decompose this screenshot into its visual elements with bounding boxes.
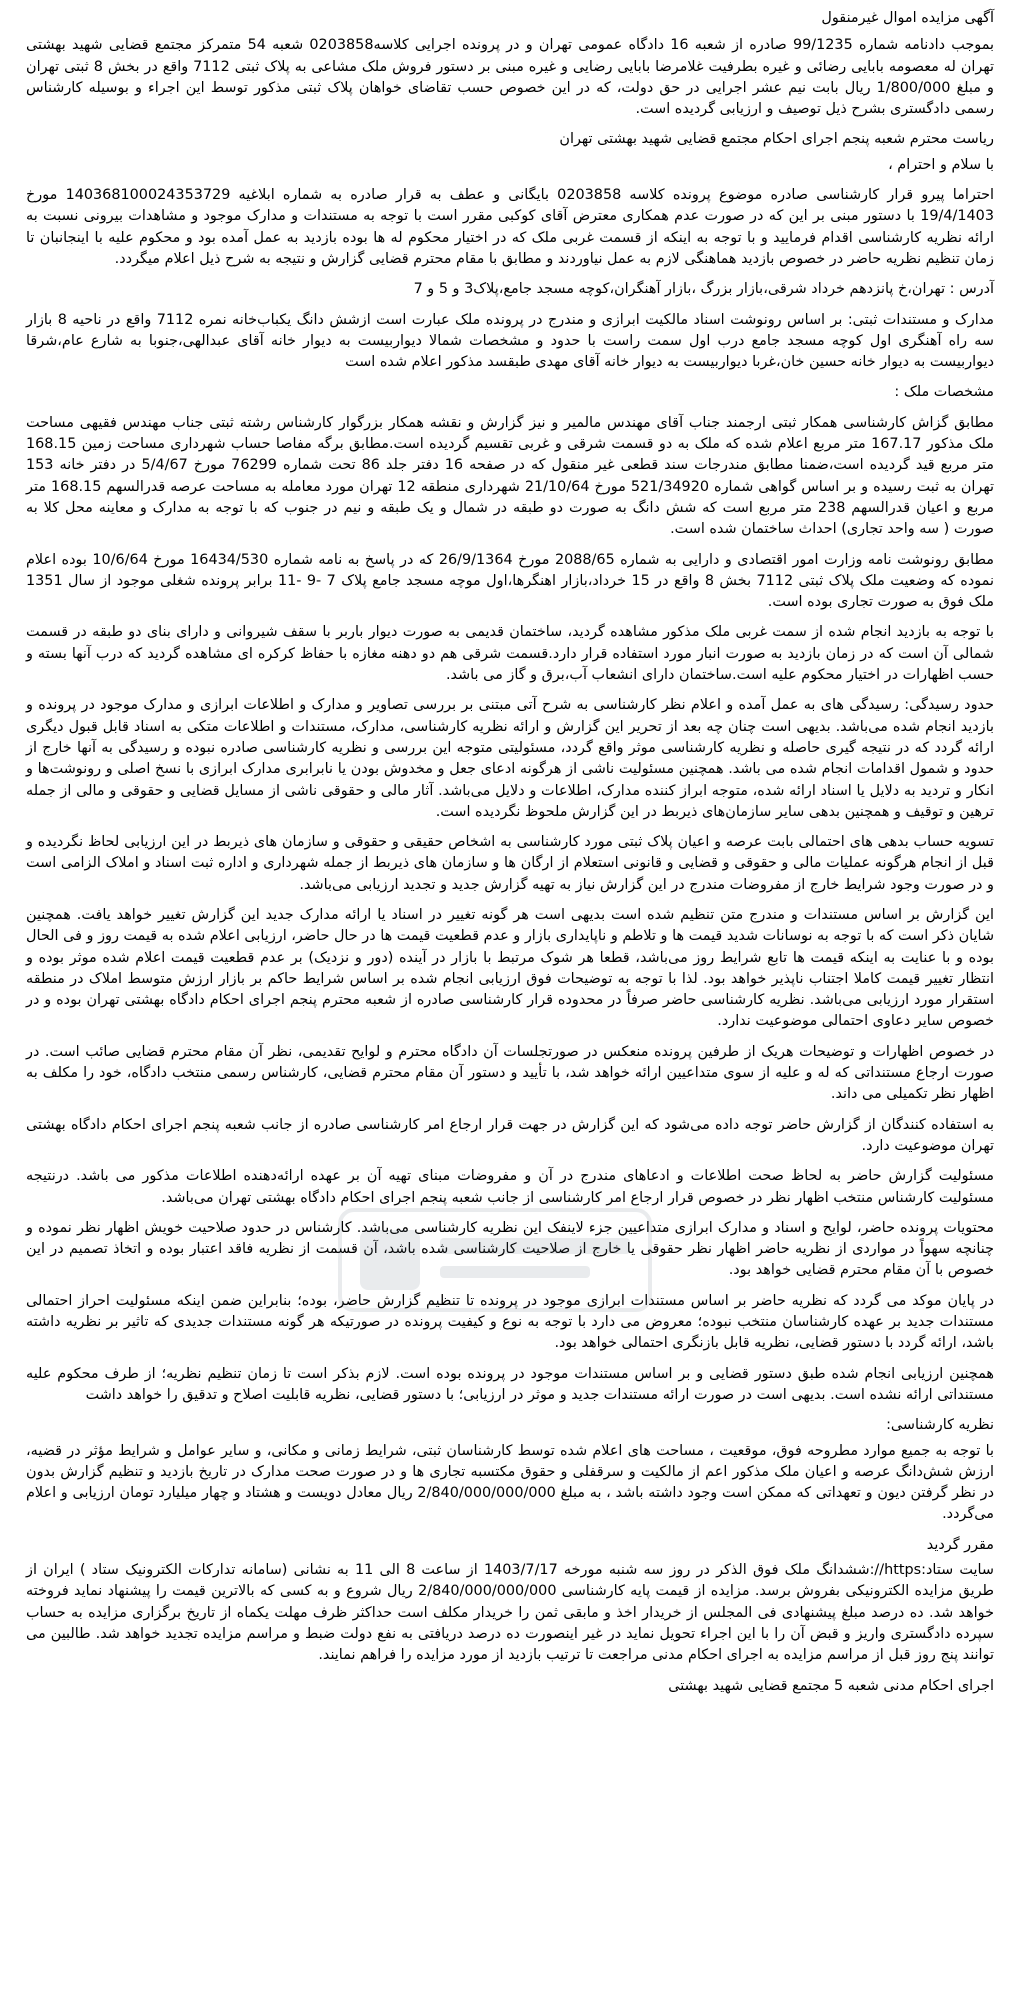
paragraph-case-contents: محتویات پرونده حاضر، لوایح و اسناد و مدارک ابرازی متداعیین جزء لاینفک این نظریه کارشناسی می‌باشد. کارشناس در حدود صلاحیت خویش اظهار نظر نموده و چنانچه سهواً در مواردی از نظریه حاضر اظهار نظر حقوقی یا خارج از صلاحیت کارشناسی شده باشد، آن قسمت از نظریه فاقد اعتبار بوده و اتخاذ تصمیم در این خصوص با آن مقام محترم قضایی خواهد بود.	[26, 1219, 994, 1279]
paragraph-price-volatility: این گزارش بر اساس مستندات و مندرج متن تنظیم شده است بدیهی است هر گونه تغییر در اسناد یا ارائه مدارک جدید این گزارش تغییر خواهد یافت. همچنین شایان ذکر است که با توجه به نوسانات شدید قیمت ها و تلاطم و ناپایداری بازار و عدم قطعیت قیمت ها در حال حاضر، ارزیابی اعلام شده به قیمت روز و فی الحال بوده و با عنایت به اینکه قیمت ها تابع شرایط روز می‌باشد، قطعا هر شوک مرتبط با بازار در آینده (دور و نزدیک) بر عدم قطعیت قیمت اعلام شده موثر بوده و انتظار تغییر قیمت کاملا اجتناب ناپذیر خواهد بود. لذا با توجه به توضیحات فوق ارزیابی انجام شده بر اساس شرایط حاکم بر بازار ارزش متوسط املاک در منطقه استقرار مورد ارزیابی می‌باشد. نظریه کارشناسی حاضر صرفاً در محدوده قرار کارشناسی صادره از شعبه محترم پنجم اجرای احکام دادگاه بهشتی تهران بوده و در خصوص سایر دعاوی احتمالی موضوعیت ندارد.	[26, 906, 994, 1030]
decision-heading: مقرر گردید	[926, 1536, 994, 1553]
notice-title: آگهی مزایده اموال غیرمنقول	[821, 10, 994, 26]
paragraph-party-statements: در خصوص اظهارات و توضیحات هریک از طرفین پرونده منعکس در صورتجلسات آن دادگاه محترم و لوایح تقدیمی، نظر آن مقام محترم قضایی صائب است. در صورت ارجاع مستنداتی که له و علیه از سوی متداعیین ارائه خواهد شد، با تأیید و دستور آن مقام محترم قضایی، کارشناس رسمی منتخب دادگاه، خود را مکلف به اظهار نظر تکمیلی می داند.	[26, 1043, 994, 1103]
paragraph-report-users: به استفاده کنندگان از گزارش حاضر توجه داده می‌شود که این گزارش در جهت قرار ارجاع امر کارشناسی صادره از جانب شعبه پنجم اجرای احکام دادگاه بهشتی تهران موضوعیت دارد.	[26, 1116, 994, 1154]
expert-opinion-heading: نظریه کارشناسی:	[886, 1417, 994, 1434]
notice-intro: بموجب دادنامه شماره 99/1235 صادره از شعبه 16 دادگاه عمومی تهران و در پرونده اجرایی کلاسه0203858 شعبه 54 متمرکز مجتمع قضایی شهید بهشتی تهران له معصومه بابایی رضائی و غیره بطرفیت غلامرضا بابایی رضایی و غیره مبنی بر دستور فروش ملک مشاعی به پلاک ثبتی 7112 واقع در بخش 8 ثبتی تهران و مبلغ 1/800/000 ریال بابت نیم عشر اجرایی در حق دولت، که در این خصوص حسب تقاضای خواهان پلاک ثبتی مذکور توسط این اجراء و بوسیله کارشناس رسمی دادگستری بشرح ذیل توصیف و ارزیابی گردیده است.	[26, 37, 995, 118]
paragraph-area-report: مطابق گزاش کارشناسی همکار ثبتی ارجمند جناب آقای مهندس مالمیر و نیز گزارش و نقشه همکار بزرگوار کارشناس رشته ثبتی جناب مهندس فقیهی مساحت ملک مذکور 167.17 متر مربع اعلام شده که ملک به دو قسمت شرقی و غربی تقسیم گردیده است.مطابق برگه مفاصا حساب شهرداری مساحت زمین 168.15 متر مربع قید گردیده است،ضمنا مطابق مندرجات سند قطعی غیر منقول که در صفحه 16 دفتر جلد 86 تحت شماره 76299 مورخ 5/4/67 در دفتر خانه 153 تهران به ثبت رسیده و بر اساس گواهی شماره 521/34920 مورخ 21/10/64 شهرداری منطقه 12 تهران مورد معامله به مساحت عرصه قدرالسهم 168.15 متر مربع و اعیان قدرالسهم 238 متر مربع است که شش دانگ به صورت دو طبقه در شمال و یک طبقه و نیم در جنوب که با توجه به مدارک و معاینه محل کلا به صورت ( سه واحد تجاری) احداث ساختمان شده است.	[26, 414, 994, 538]
property-specs-heading: مشخصات ملک :	[894, 384, 994, 401]
paragraph-review-scope: حدود رسیدگی: رسیدگی های به عمل آمده و اعلام نظر کارشناسی به شرح آتی مبتنی بر بررسی تصاویر و مدارک و اطلاعات ابرازی و مدارک موجود در پرونده و بازدید انجام شده می‌باشد. بدیهی است چنان چه بعد از تحریر این گزارش و ارائه نظریه کارشناسی، مدارک، مستندات و اطلاعات متکی به اسناد قابل قبول دیگری ارائه گردد که در نتیجه گیری حاصله و نظریه کارشناسی موثر واقع گردد، مسئولیتی متوجه این بررسی و نظریه کارشناسی صادره نبوده و رسیدگی به آنها خارج از حدود و شمول اقدامات انجام شده می باشد. همچنین مسئولیت ناشی از هرگونه ادعای جعل و مخدوش بودن یا نابرابری مدارک ابرازی با نسخ اصلی و رونوشت‌ها و انکار و تردید به دلایل یا اسناد ارائه شده، متوجه ابراز کننده مدارک، اطلاعات و دلایل می‌باشد. آثار مالی و حقوقی ناشی از مسایل قضایی و حقوقی و مالی از جمله ترهین و توقیف و همچنین بدهی سایر سازمان‌های ذیربط در این گزارش ملحوظ نگردیده است.	[26, 697, 994, 820]
addressee-line: ریاست محترم شعبه پنجم اجرای احکام مجتمع قضایی شهید بهشتی تهران	[559, 131, 994, 148]
paragraph-registration-documents: مدارک و مستندات ثبتی: بر اساس رونوشت اسناد مالکیت ابرازی و مندرج در پرونده ملک عبارت است ازشش دانگ یکباب‌خانه نمره 7112 واقع در ناحیه 8 بازار سه راه آهنگری اول کوچه مسجد جامع درب اول سمت راست با حدود و مشخصات شمالا دیواربیست به دیوار خانه آقای عبدالهی،جنوبا به شارع عام،شرقا دیواربیست به دیوار خانه حسین خان،غربا دیواربیست به دیوار خانه آقای مهدی طبقسد مذکور اعلام شده است	[26, 311, 995, 371]
issuer-signature: اجرای احکام مدنی شعبه 5 مجتمع قضایی شهید بهشتی	[668, 1678, 994, 1695]
paragraph-debt-settlement: تسویه حساب بدهی های احتمالی بابت عرصه و اعیان پلاک ثبتی مورد کارشناسی به اشخاص حقیقی و حقوقی و سازمان های ذیربط در این ارزیابی لحاظ نگردیده و قبل از انجام هرگونه عملیات مالی و حقوقی و قضایی و قانونی استعلام از ارگان ها و سازمان های ذیربط از جمله شهرداری و اداره ثبت اسناد و املاک الزامی است و در صورت وجود شرایط خارج از مفروضات مندرج در این گزارش نیاز به تهیه گزارش جدید و تجدید ارزیابی می‌باشد.	[26, 834, 994, 893]
greeting-line: با سلام و احترام ،	[888, 156, 994, 173]
paragraph-ministry-letter: مطابق رونوشت نامه وزارت امور اقتصادی و دارایی به شماره 2088/65 مورخ 26/9/1364 که در پاسخ به نامه شماره 16434/530 مورخ 10/6/64 بوده اعلام نموده که وضعیت ملک پلاک ثبتی 7112 بخش 8 واقع در 15 خرداد،بازار اهنگرها،اول موچه مسجد جامع پلاک 7 -9 -11 برابر پرونده شغلی موجود از سال 1351 ملک فوق به صورت تجاری بوده است.	[26, 551, 995, 611]
paragraph-revision: در پایان موکد می گردد که نظریه حاضر بر اساس مستندات ابرازی موجود در پرونده تا تنظیم گزارش حاضر، بوده؛ بنابراین ضمن اینکه مسئولیت احراز احتمالی مستندات جدید بر عهده کارشناسان منتخب نبوده؛ معروض می دارد با توجه به نوع و کیفیت پرونده در صورتیکه هر گونه مستندات جدیدی که تاثیر بر نظریه داشته باشد، ارائه گردد با دستور قضایی، نظریه قابل بازنگری احتمالی خواهد بود.	[26, 1292, 994, 1352]
property-address: آدرس : تهران،خ پانزدهم خرداد شرقی،بازار بزرگ ،بازار آهنگران،کوچه مسجد جامع،پلاک3 و 5 و 7	[413, 281, 994, 298]
paragraph-site-visit: با توجه به بازدید انجام شده از سمت غربی ملک مذکور مشاهده گردید، ساختمان قدیمی به صورت دیوار باربر با سقف شیروانی و دارای بنای دو طبقه در قسمت شمالی آن است که در زمان بازدید به صورت انبار مورد استفاده قرار دارد.قسمت شرقی هم دو دهنه مغازه با حفاظ کرکره ای مشاهده گردید که درب آنها بسته و حسب اظهارات در اختیار محکوم علیه است.ساختمان دارای انشعاب آب،برق و گاز می باشد.	[26, 624, 994, 684]
paragraph-valuation: با توجه به جمیع موارد مطروحه فوق، موقعیت ، مساحت های اعلام شده توسط کارشناسان ثبتی، شرایط زمانی و مکانی، و سایر عوامل و شرایط مؤثر در قضیه، ارزش شش‌دانگ عرصه و اعیان ملک مذکور اعم از مالکیت و سرقفلی و حقوق مکتسبه تجاری ها و در صورت صحت مدارک در تاریخ بازدید و تنظیم گزارش بدون در نظر گرفتن دیون و تعهداتی که ممکن است وجود داشته باشد ، به مبلغ 2/840/000/000/000 ریال معادل دویست و هشتاد و چهار میلیارد تومان ارزیابی و اعلام می‌گردد.	[26, 1442, 995, 1523]
paragraph-evaluation-basis: همچنین ارزیابی انجام شده طبق دستور قضایی و بر اساس مستندات موجود در پرونده بوده است. لازم بذکر است تا زمان تنظیم نظریه؛ از طرف محکوم علیه مستنداتی ارائه نشده است. بدیهی است در صورت ارائه مستندات جدید و موثر در ارزیابی؛ با دستور قضایی، نظریه قابلیت اصلاح و تدقیق را خواهد داشت	[26, 1365, 994, 1403]
paragraph-expert-order: احتراما پیرو قرار کارشناسی صادره موضوع پرونده کلاسه 0203858 بایگانی و عطف به قرار صادره به شماره ابلاغیه 140368100024353729 مورخ 19/4/1403 با دستور مبنی بر این که در صورت عدم همکاری معترض آقای کوکبی مقرر است با توجه به مستندات و مدارک موجود و مشاهدات بیرونی نسبت به ارائه نظریه کارشناسی اقدام فرمایید و با توجه به اینکه از قسمت غربی ملک که در اختیار محکوم له ها بوده بازدید به عمل آمده بود و محکوم علیه با اینجانبان تا زمان تنظیم نظریه حاضر در خصوص بازدید هماهنگی لازم به عمل نیاوردند و مطابق با مقام محترم قضایی گزارش و نتیجه به شرح ذیل اعلام میگردد.	[26, 187, 994, 267]
paragraph-auction-terms: سایت ستاد:https//:ششدانگ ملک فوق الذکر در روز سه شنبه مورخه 1403/7/17 از ساعت 8 الی 11 به نشانی (سامانه تدارکات الکترونیک ستاد ) ایران از طریق مزایده الکترونیکی بفروش برسد. مزایده از قیمت پایه کارشناسی 2/840/000/000/000 ریال شروع و به کسی که بالاترین قیمت را پیشنهاد نماید فروخته خواهد شد. ده درصد مبلغ پیشنهادی فی المجلس از خریدار اخذ و مابقی ثمن را خریدار مکلف است حداکثر ظرف مهلت یکماه از تاریخ برگزاری مزایده به حساب سپرده دادگستری واریز و قبض آن را با این اجراء تحویل نماید در غیر اینصورت ده درصد دریافتی به نفع دولت ضبط و مراسم مزایده تجدید خواهد شد. طالبین می توانند پنج روز قبل از مراسم مزایده به اجرای احکام مدنی مراجعت تا ترتیب بازدید از مورد مزایده را فراهم نمایند.	[26, 1562, 994, 1664]
paragraph-responsibility: مسئولیت گزارش حاضر به لحاظ صحت اطلاعات و ادعاهای مندرج در آن و مفروضات مبنای تهیه آن بر عهده ارائه‌دهنده اطلاعات مذکور می باشد. درنتیجه مسئولیت کارشناس منتخب اظهار نظر در خصوص قرار ارجاع امر کارشناسی از جانب شعبه پنجم اجرای احکام دادگاه بهشتی تهران می‌باشد.	[26, 1168, 994, 1206]
